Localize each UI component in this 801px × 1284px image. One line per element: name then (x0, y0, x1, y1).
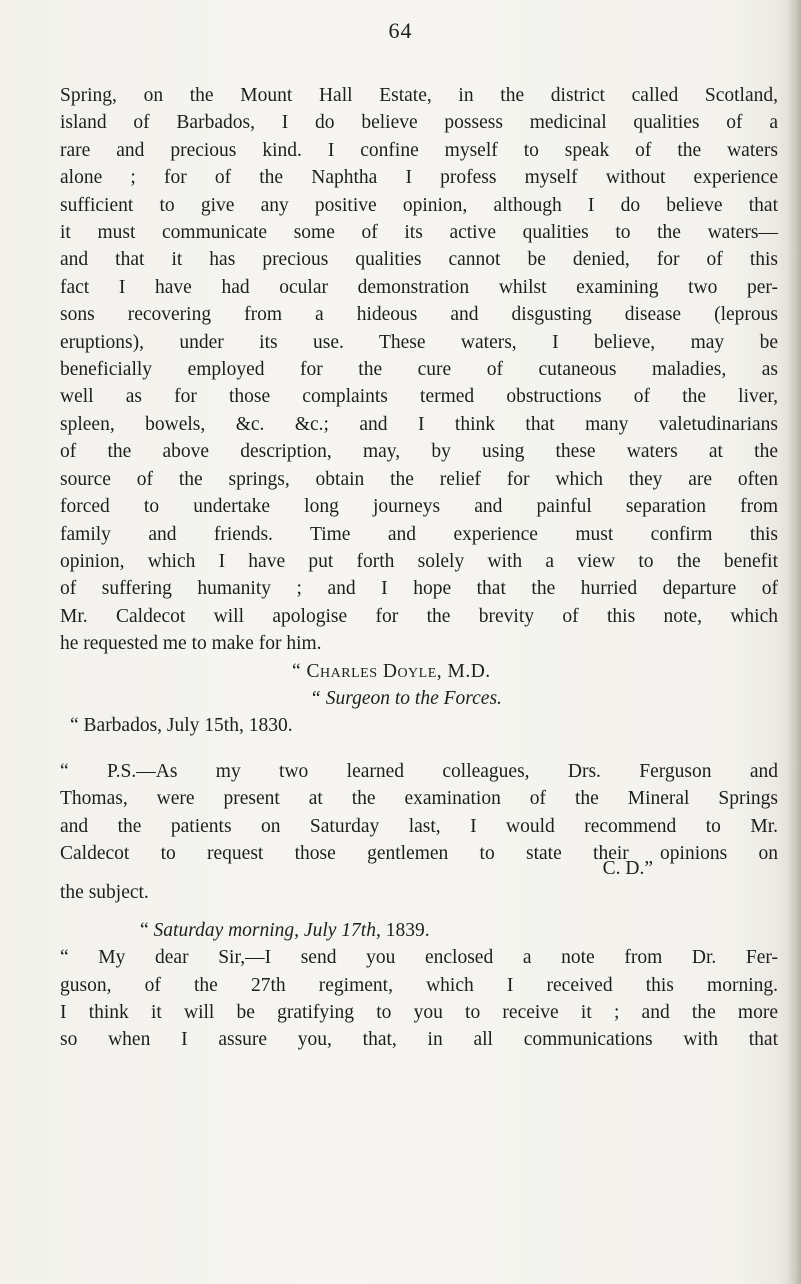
postscript-closing (60, 858, 778, 904)
heading-year: 1839. (380, 919, 430, 941)
text-line: Thomas, were present at the examination of the Mineral Springs (60, 788, 778, 810)
text-line: the subject. (60, 882, 149, 904)
letter-dateline: “ Barbados, July 15th, 1830. (70, 715, 293, 737)
text-line: “ My dear Sir,—I send you enclosed a note from Dr. Fer- (60, 947, 778, 969)
text-line: he requested me to make for him. (60, 633, 322, 655)
text-line: beneficially employed for the cure of cutaneous maladies, as (60, 359, 778, 381)
text-line: island of Barbados, I do believe possess medicinal qualities of a (60, 112, 778, 134)
text-line: guson, of the 27th regiment, which I received this morning. (60, 974, 778, 996)
spacer (60, 740, 778, 758)
spacer (60, 895, 778, 917)
page-edge-shadow (787, 0, 801, 1284)
signature-name: “ Charles Doyle, M.D. (292, 660, 491, 682)
heading-prefix: “ (140, 919, 154, 941)
text-line: rare and precious kind. I confine myself to speak of the waters (60, 139, 778, 161)
signature-title: “ Surgeon to the Forces. (310, 687, 502, 709)
text-line: “ P.S.—As my two learned colleagues, Drs. Ferguson and (60, 760, 778, 782)
text-line: of the above description, may, by using these waters at the (60, 441, 778, 463)
text-line: it must communicate some of its active qualities to the waters— (60, 222, 778, 244)
text-line: well as for those complaints termed obstructions of the liver, (60, 386, 778, 408)
text-line: spleen, bowels, &c. &c.; and I think that many valetudinarians (60, 413, 778, 435)
text-line: Spring, on the Mount Hall Estate, in the district called Scotland, (60, 85, 778, 106)
text-line: fact I have had ocular demonstration whilst examining two per- (60, 276, 778, 298)
text-line: sons recovering from a hideous and disgusting disease (leprous (60, 304, 778, 326)
text-line: so when I assure you, that, in all communications with that (60, 1029, 778, 1051)
text-line: Mr. Caldecot will apologise for the brevity of this note, which (60, 605, 778, 627)
text-line: and that it has precious qualities cannot be denied, for of this (60, 249, 778, 271)
paragraph-second-letter (60, 917, 778, 1054)
text-line: sufficient to give any positive opinion, although I do believe that (60, 194, 778, 216)
text-line: Caldecot to request those gentlemen to state their opinions on (60, 842, 778, 864)
text-line: of suffering humanity ; and I hope that the hurried departure of (60, 578, 778, 600)
text-line: forced to undertake long journeys and painful separation from (60, 496, 778, 518)
letter-heading-date (60, 920, 430, 941)
heading-italic: Saturday morning, July 17th, (153, 919, 381, 941)
text-line: source of the springs, obtain the relief for which they are often (60, 468, 778, 490)
page-text (60, 82, 778, 1054)
text-line: alone ; for of the Naphtha I profess myself without experience (60, 167, 778, 189)
text-line: eruptions), under its use. These waters, I believe, may be (60, 331, 778, 353)
text-line: I think it will be gratifying to you to receive it ; and the more (60, 1002, 778, 1023)
text-line: opinion, which I have put forth solely with a view to the benefit (60, 550, 778, 572)
paragraph-doyle-letter (60, 82, 778, 658)
text-line: family and friends. Time and experience must confirm this (60, 523, 778, 545)
postscript-initials: C. D.” (602, 858, 653, 880)
paragraph-postscript (60, 758, 778, 904)
page-number: 64 (388, 18, 413, 43)
text-line: and the patients on Saturday last, I would recommend to Mr. (60, 815, 778, 837)
